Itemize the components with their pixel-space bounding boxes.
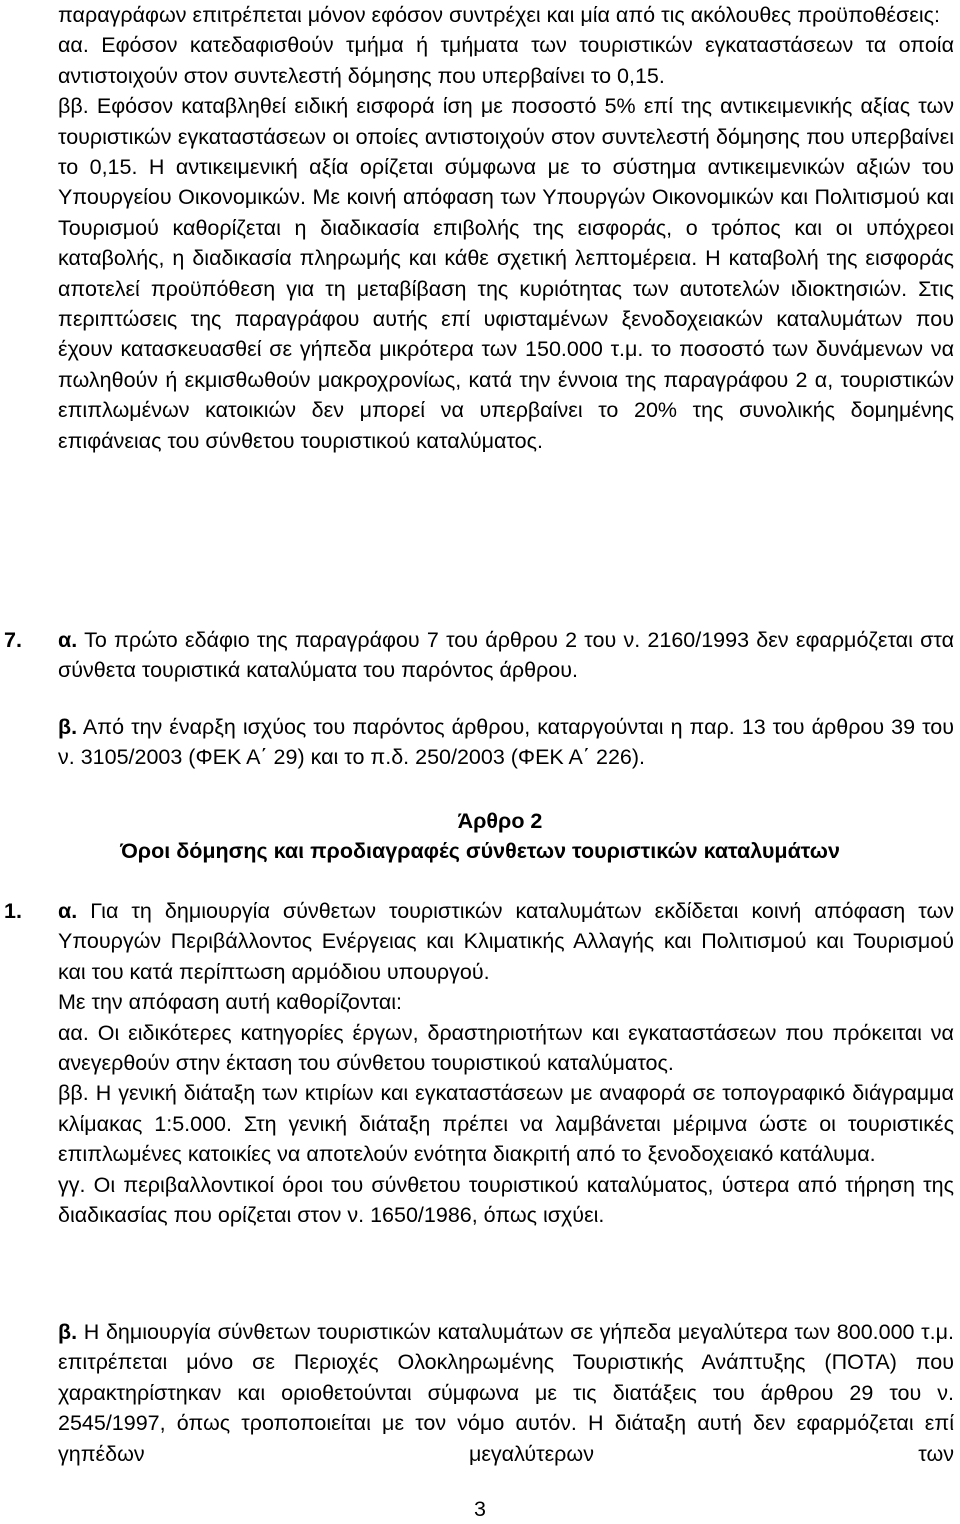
section-1-aa: αα. Οι ειδικότερες κατηγορίες έργων, δραστηριοτήτων και εγκαταστάσεων που πρόκειται να ανεγερθούν στην έκταση του σύνθετου τουριστικού καταλύματος. (58, 1020, 954, 1076)
article-title: Άρθρο 2 (457, 809, 543, 833)
section-1-a-block (58, 896, 954, 1230)
item-aa-marker: αα. (58, 33, 89, 58)
item-aa (58, 30, 954, 91)
section-1-b-block (58, 1317, 954, 1469)
section-1-a-marker: α. (58, 899, 78, 923)
section-1-number: 1. (4, 899, 22, 923)
section-7-a (58, 625, 954, 686)
paragraph-intro: παραγράφων επιτρέπεται μόνον εφόσον συντρέχει και μία από τις ακόλουθες προϋποθέσεις: (58, 3, 940, 27)
item-bb-text: Εφόσον καταβληθεί ειδική εισφορά ίση με ποσοστό 5% επί της αντικειμενικής αξίας των τουριστικών εγκαταστάσεων οι οποίες αντιστοιχούν στον συντελεστή δόμησης που υπερβαίνει το 0,15. Η αντικειμενική αξία ορίζεται σύμφωνα με το σύστημα αντικειμενικών αξιών του Υπουργείου Οικονομικών. Με κοινή απόφαση των Υπουργών Οικονομικών και Πολιτισμού και Τουρισμού καθορίζεται η διαδικασία επιβολής της εισφοράς, ο τρόπος και οι υπόχρεοι καταβολής, η διαδικασία πληρωμής και κάθε σχετική λεπτομέρεια. Η καταβολή της εισφοράς αποτελεί προϋπόθεση για τη μεταβίβαση της κυριότητας των αυτοτελών ιδιοκτησιών. Στις περιπτώσεις της παραγράφου αυτής επί υφισταμένων ξενοδοχειακών καταλυμάτων που έχουν κατασκευασθεί σε γήπεδα μικρότερα των 150.000 τ.μ. το ποσοστό των δυνάμενων να πωληθούν ή εκμισθωθούν μακροχρονίως, κατά την έννοια της παραγράφου 2 α, τουριστικών επιπλωμένων κατοικιών δεν μπορεί να υπερβαίνει το 20% της συνολικής δομημένης επιφάνειας του σύνθετου τουριστικού καταλύματος. (58, 94, 954, 453)
section-7-b-marker: β. (58, 715, 78, 739)
section-7-a-marker: α. (58, 628, 78, 652)
section-1-bb: ββ. Η γενική διάταξη των κτιρίων και εγκαταστάσεων με αναφορά σε τοπογραφικό διάγραμμα κλίμακας 1:5.000. Στη γενική διάταξη πρέπει να λαμβάνεται μέριμνα ώστε οι τουριστικές επιπλωμένες κατοικίες να αποτελούν ενότητα διακριτή από το ξενοδοχειακό κατάλυμα. (58, 1081, 954, 1167)
page-number: 3 (474, 1497, 486, 1521)
section-1-gg: γγ. Οι περιβαλλοντικοί όροι του σύνθετου τουριστικού καταλύματος, ύστερα από τήρηση της διαδικασίας που ορίζεται στον ν. 1650/1986, όπως ισχύει. (58, 1172, 954, 1228)
section-1-a-text: Για τη δημιουργία σύνθετων τουριστικών καταλυμάτων εκδίδεται κοινή απόφαση των Υπουργών Περιβάλλοντος Ενέργειας και Κλιματικής Αλλαγής και Πολιτισμού και Τουρισμού και του κατά περίπτωση αρμόδιου υπουργού. (58, 899, 954, 984)
item-bb-marker: ββ. (58, 94, 89, 119)
article-subtitle: Όροι δόμησης και προδιαγραφές σύνθετων τουριστικών καταλυμάτων (120, 839, 840, 863)
item-bb (58, 91, 954, 456)
section-1-intro: Με την απόφαση αυτή καθορίζονται: (58, 990, 402, 1015)
section-7-a-text: Το πρώτο εδάφιο της παραγράφου 7 του άρθρου 2 του ν. 2160/1993 δεν εφαρμόζεται στα σύνθετα τουριστικά καταλύματα του παρόντος άρθρου. (58, 628, 954, 683)
section-1-b-text: Η δημιουργία σύνθετων τουριστικών καταλυμάτων σε γήπεδα μεγαλύτερα των 800.000 τ.μ. επιτρέπεται μόνο σε Περιοχές Ολοκληρωμένης Τουριστικής Ανάπτυξης (ΠΟΤΑ) που χαρακτηρίστηκαν και οριοθετούνται σύμφωνα με τις διατάξεις του άρθρου 29 του ν. 2545/1997, όπως τροποποιείται με τον νόμο αυτόν. Η διάταξη αυτή δεν εφαρμόζεται επί γηπέδων μεγαλύτερων των (58, 1320, 954, 1466)
section-7-number: 7. (4, 628, 22, 652)
section-7-b-text: Από την έναρξη ισχύος του παρόντος άρθρου, καταργούνται η παρ. 13 του άρθρου 39 του ν. 3105/2003 (ΦΕΚ Α΄ 29) και το π.δ. 250/2003 (ΦΕΚ Α΄ 226). (58, 715, 954, 770)
item-aa-text: Εφόσον κατεδαφισθούν τμήμα ή τμήματα των τουριστικών εγκαταστάσεων τα οποία αντιστοιχούν στον συντελεστή δόμησης που υπερβαίνει το 0,15. (58, 33, 954, 88)
paragraph-block-1 (58, 0, 954, 456)
section-7-b (58, 712, 954, 773)
section-1-b-marker: β. (58, 1320, 78, 1344)
